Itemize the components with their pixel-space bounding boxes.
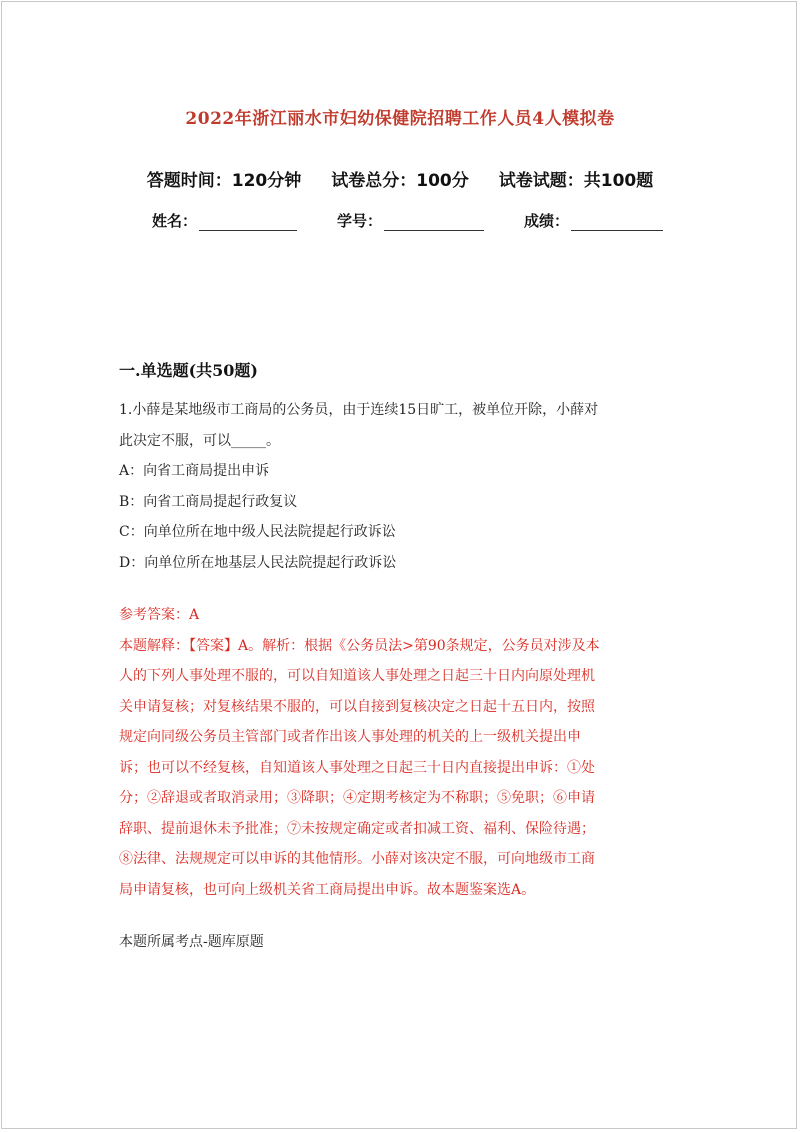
question-stem-line: 1.小薛是某地级市工商局的公务员，由于连续15日旷工，被单位开除，小薛对 [119, 402, 599, 418]
name-field [152, 210, 297, 231]
score-blank [571, 215, 663, 231]
student-id-blank [384, 215, 484, 231]
explanation-line: 分；②辞退或者取消录用；③降职；④定期考核定为不称职；⑤免职；⑥申请 [119, 790, 595, 806]
question-stem-line: 此决定不服，可以_____。 [119, 432, 280, 449]
question-source-tag: 本题所属考点-题库原题 [119, 934, 264, 950]
option-c: C：向单位所在地中级人民法院提起行政诉讼 [119, 524, 396, 540]
student-id-field [337, 210, 484, 231]
option-d: D：向单位所在地基层人民法院提起行政诉讼 [119, 554, 397, 571]
score-field [524, 210, 663, 231]
exam-info-row [0, 166, 800, 191]
explanation-line: ⑧法律、法规规定可以申诉的其他情形。小薛对该决定不服，可向地级市工商 [119, 851, 595, 867]
explanation-line: 本题解释：【答案】A。解析：根据《公务员法>第90条规定，公务员对涉及本 [119, 637, 600, 654]
student-info-row [152, 210, 692, 231]
exam-title: 2022年浙江丽水市妇幼保健院招聘工作人员4人模拟卷 [185, 109, 615, 129]
name-label: 姓名： [152, 212, 198, 230]
question-stem [119, 395, 687, 456]
name-blank [199, 215, 297, 231]
reference-answer: 参考答案：A [119, 607, 200, 623]
exam-question-count: 试卷试题：共100题 [498, 171, 654, 191]
section-heading: 一.单选题(共50题) [119, 361, 258, 380]
score-label: 成绩： [524, 212, 570, 230]
explanation-line: 规定向同级公务员主管部门或者作出该人事处理的机关的上一级机关提出申 [119, 729, 581, 745]
explanation-line: 诉；也可以不经复核，自知道该人事处理之日起三十日内直接提出申诉：①处 [119, 759, 595, 776]
explanation-line: 局申请复核，也可向上级机关省工商局提出申诉。故本题鉴案选A。 [119, 881, 536, 898]
option-a: A：向省工商局提出申诉 [119, 463, 270, 479]
exam-total-score: 试卷总分：100分 [331, 171, 469, 191]
explanation-line: 人的下列人事处理不服的，可以自知道该人事处理之日起三十日内向原处理机 [119, 668, 595, 684]
student-id-label: 学号： [337, 212, 383, 230]
explanation-line: 辞职、提前退休未予批准；⑦未按规定确定或者扣减工资、福利、保险待遇； [119, 820, 595, 837]
question-block [119, 395, 687, 958]
exam-duration: 答题时间：120分钟 [146, 171, 302, 191]
explanation [119, 631, 687, 906]
explanation-line: 关申请复核；对复核结果不服的，可以自接到复核决定之日起十五日内，按照 [119, 698, 595, 715]
option-b: B：向省工商局提起行政复议 [119, 493, 298, 510]
